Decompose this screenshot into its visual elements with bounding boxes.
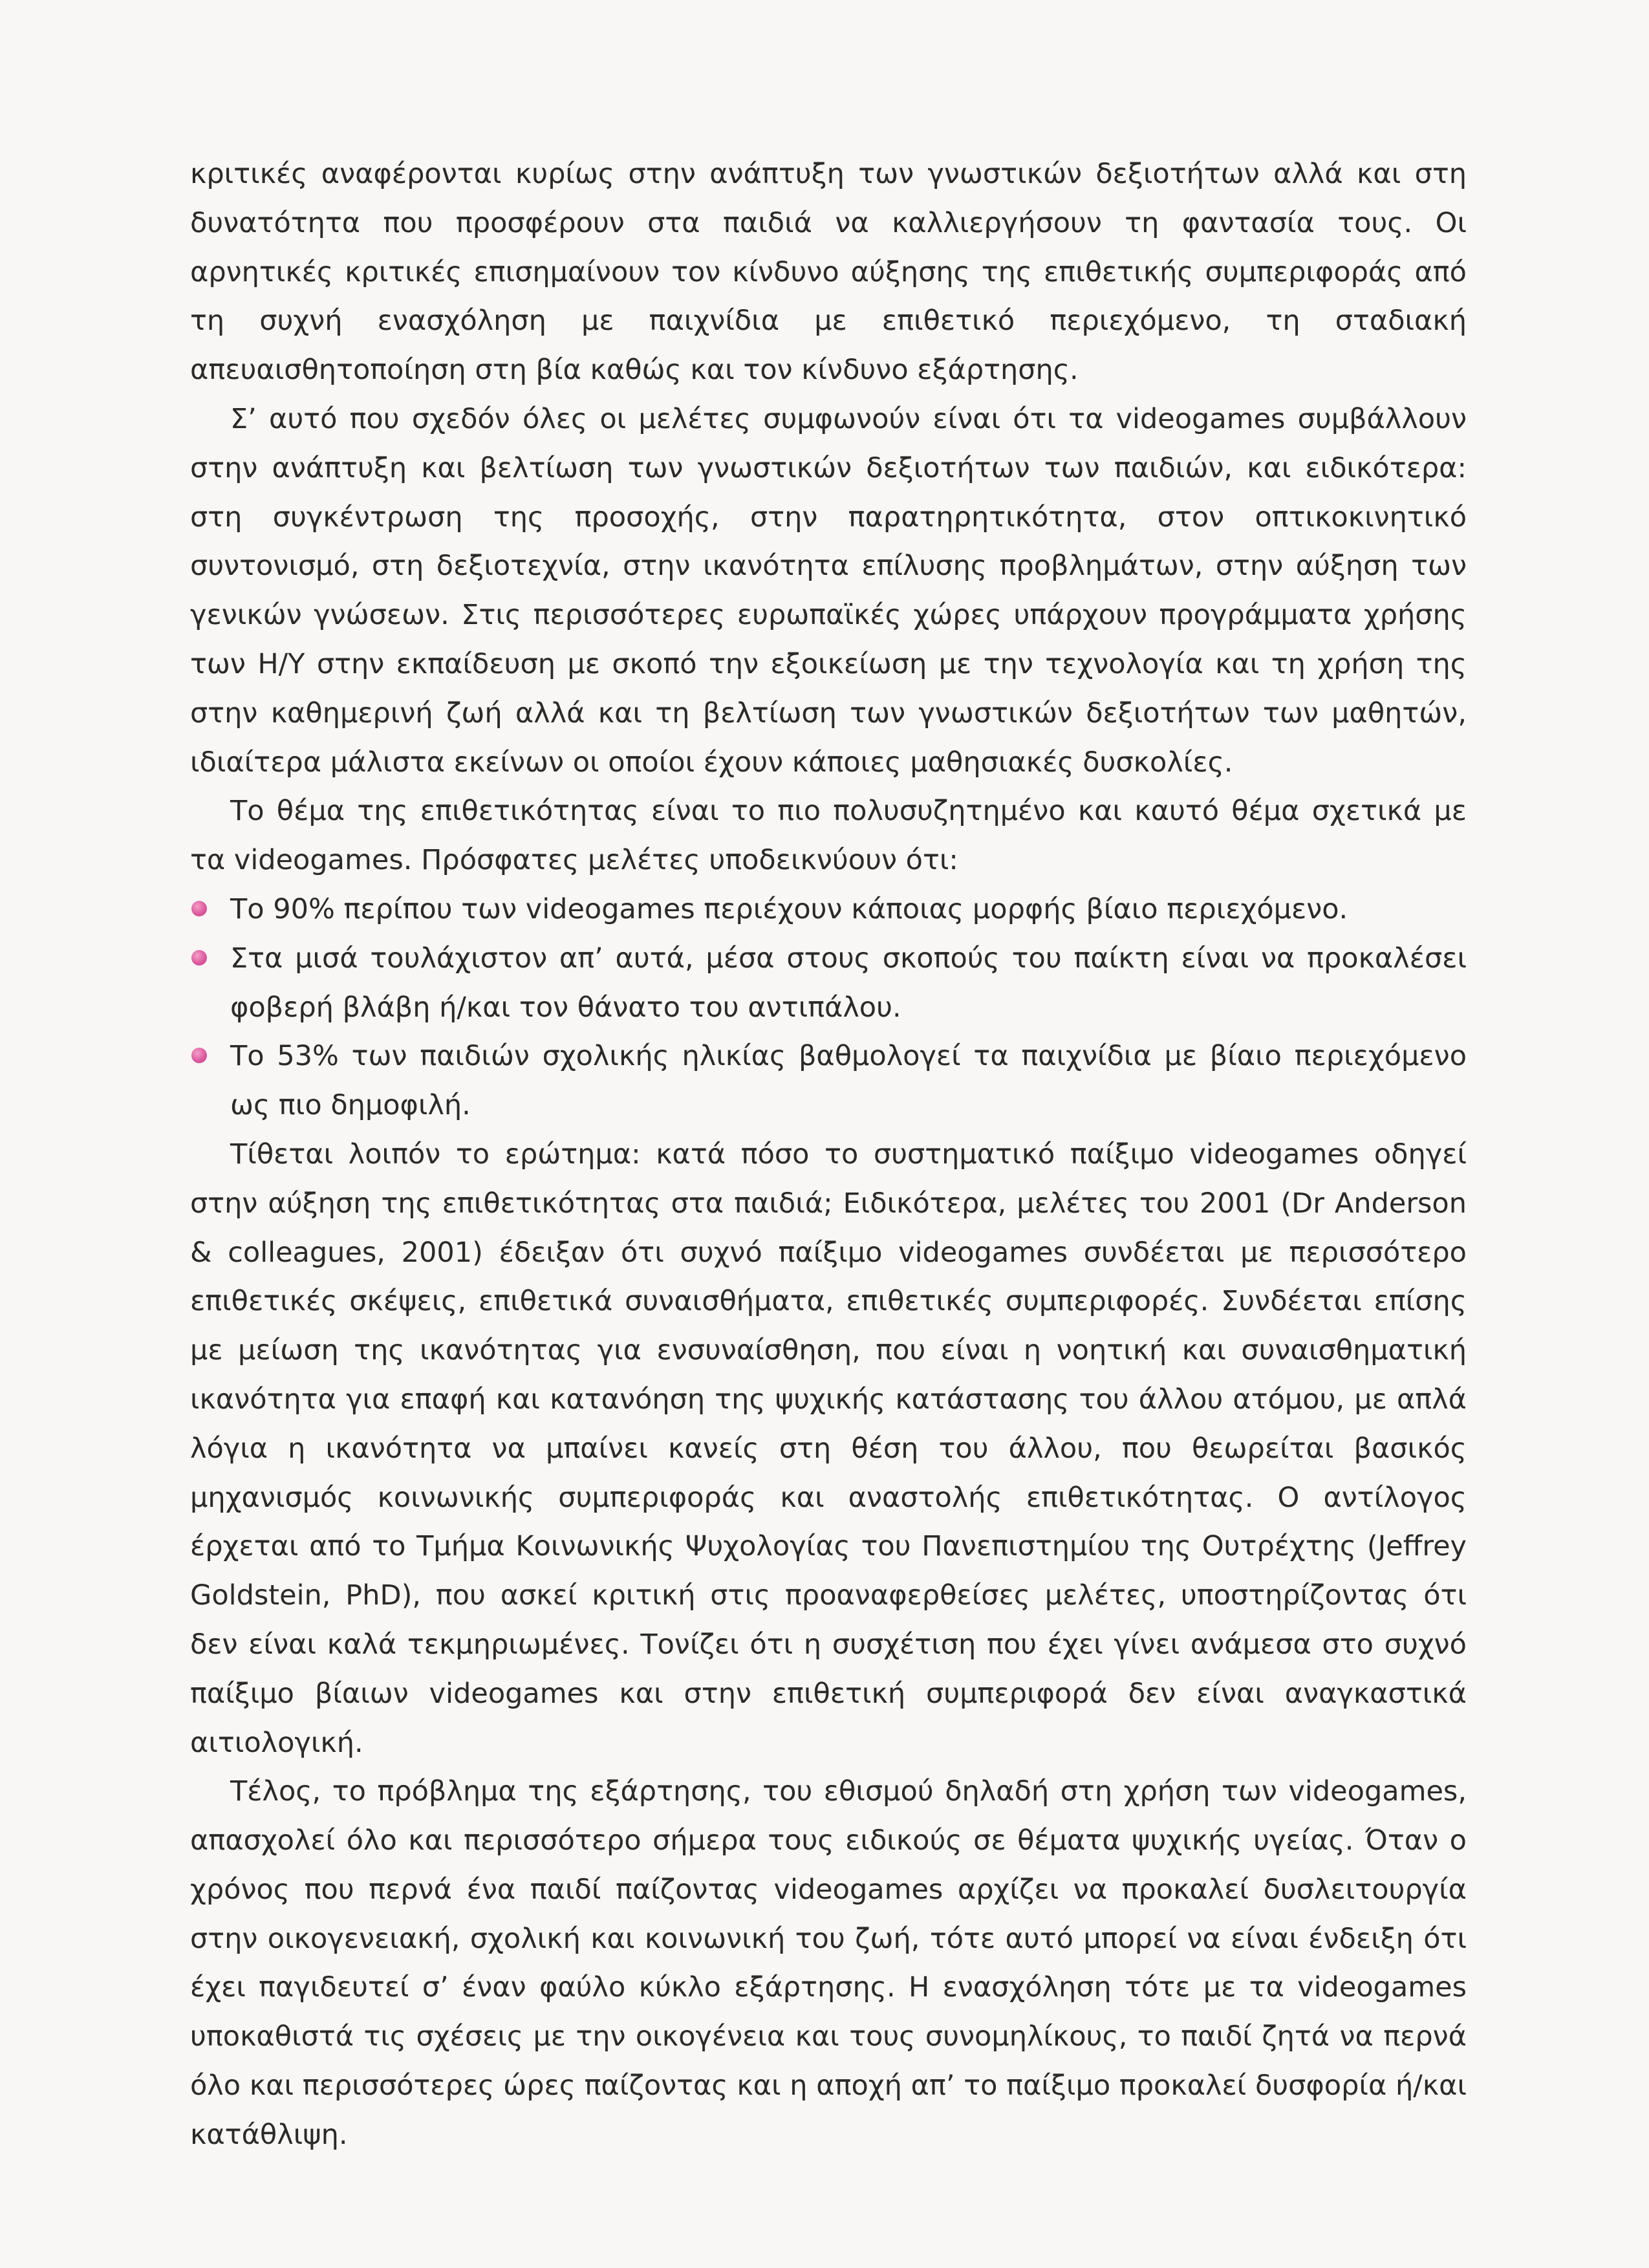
list-item-text: Το 90% περίπου των videogames περιέχουν κάποιας μορφής βίαιο περιεχόμενο. — [230, 892, 1348, 925]
body-text — [190, 150, 1467, 2160]
list-item — [190, 1032, 1467, 1130]
list-item-text: Το 53% των παιδιών σχολικής ηλικίας βαθμολογεί τα παιχνίδια με βίαιο περιεχόμενο ως πιο δημοφιλή. — [230, 1040, 1467, 1122]
bullet-dot-icon — [191, 950, 207, 966]
paragraph-2: Σ’ αυτό που σχεδόν όλες οι μελέτες συμφωνούν είναι ότι τα videogames συμβάλλουν στην ανάπτυξη και βελτίωση των γνωστικών δεξιοτήτων των παιδιών, και ειδικότερα: στη συγκέντρωση της προσοχής, στην παρατηρητικότητα, στον οπτικοκινητικό συντονισμό, στη δεξιοτεχνία, στην ικανότητα επίλυσης προβλημάτων, στην αύξηση των γενικών γνώσεων. Στις περισσότερες ευρωπαϊκές χώρες υπάρχουν προγράμματα χρήσης των Η/Υ στην εκπαίδευση με σκοπό την εξοικείωση με την τεχνολογία και τη χρήση της στην καθημερινή ζωή αλλά και τη βελτίωση των γνωστικών δεξιοτήτων των μαθητών, ιδιαίτερα μάλιστα εκείνων οι οποίοι έχουν κάποιες μαθησιακές δυσκολίες. — [190, 402, 1467, 779]
list-item — [190, 934, 1467, 1033]
list-item — [190, 885, 1467, 934]
list-item-text: Στα μισά τουλάχιστον απ’ αυτά, μέσα στους σκοπούς του παίκτη είναι να προκαλέσει φοβερή βλάβη ή/και τον θάνατο του αντιπάλου. — [230, 942, 1467, 1024]
paragraph-1: κριτικές αναφέρονται κυρίως στην ανάπτυξη των γνωστικών δεξιοτήτων αλλά και στη δυνατότητα που προσφέρουν στα παιδιά να καλλιεργήσουν τη φαντασία τους. Οι αρνητικές κριτικές επισημαίνουν τον κίνδυνο αύξησης της επιθετικής συμπεριφοράς από τη συχνή ενασχόληση με παιχνίδια με επιθετικό περιεχόμενο, τη σταδιακή απευαισθητοποίηση στη βία καθώς και τον κίνδυνο εξάρτησης. — [190, 158, 1467, 387]
paragraph-4: Τίθεται λοιπόν το ερώτημα: κατά πόσο το συστηματικό παίξιμο videogames οδηγεί στην αύξηση της επιθετικότητας στα παιδιά; Ειδικότερα, μελέτες του 2001 (Dr Anderson & colleagues, 2001) έδειξαν ότι συχνό παίξιμο videogames συνδέεται με περισσότερο επιθετικές σκέψεις, επιθετικά συναισθήματα, επιθετικές συμπεριφορές. Συνδέεται επίσης με μείωση της ικανότητας για ενσυναίσθηση, που είναι η νοητική και συναισθηματική ικανότητα για επαφή και κατανόηση της ψυχικής κατάστασης του άλλου ατόμου, με απλά λόγια η ικανότητα να μπαίνει κανείς στη θέση του άλλου, που θεωρείται βασικός μηχανισμός κοινωνικής συμπεριφοράς και αναστολής επιθετικότητας. Ο αντίλογος έρχεται από το Τμήμα Κοινωνικής Ψυχολογίας του Πανεπιστημίου της Ουτρέχτης (Jeffrey Goldstein, PhD), που ασκεί κριτική στις προαναφερθείσες μελέτες, υποστηρίζοντας ότι δεν είναι καλά τεκμηριωμένες. Τονίζει ότι η συσχέτιση που έχει γίνει ανάμεσα στο συχνό παίξιμο βίαιων videogames και στην επιθετική συμπεριφορά δεν είναι αναγκαστικά αιτιολογική. — [190, 1138, 1467, 1759]
bullet-dot-icon — [191, 901, 207, 916]
bullet-list — [190, 885, 1467, 1130]
paragraph-3: Το θέμα της επιθετικότητας είναι το πιο πολυσυζητημένο και καυτό θέμα σχετικά με τα videogames. Πρόσφατες μελέτες υποδεικνύουν ότι: — [190, 795, 1467, 877]
paragraph-5: Τέλος, το πρόβλημα της εξάρτησης, του εθισμού δηλαδή στη χρήση των videogames, απασχολεί όλο και περισσότερο σήμερα τους ειδικούς σε θέματα ψυχικής υγείας. Όταν ο χρόνος που περνά ένα παιδί παίζοντας videogames αρχίζει να προκαλεί δυσλειτουργία στην οικογενειακή, σχολική και κοινωνική του ζωή, τότε αυτό μπορεί να είναι ένδειξη ότι έχει παγιδευτεί σ’ έναν φαύλο κύκλο εξάρτησης. Η ενασχόληση τότε με τα videogames υποκαθιστά τις σχέσεις με την οικογένεια και τους συνομηλίκους, το παιδί ζητά να περνά όλο και περισσότερες ώρες παίζοντας και η αποχή απ’ το παίξιμο προκαλεί δυσφορία ή/και κατάθλιψη. — [190, 1775, 1467, 2151]
bullet-dot-icon — [191, 1048, 207, 1063]
